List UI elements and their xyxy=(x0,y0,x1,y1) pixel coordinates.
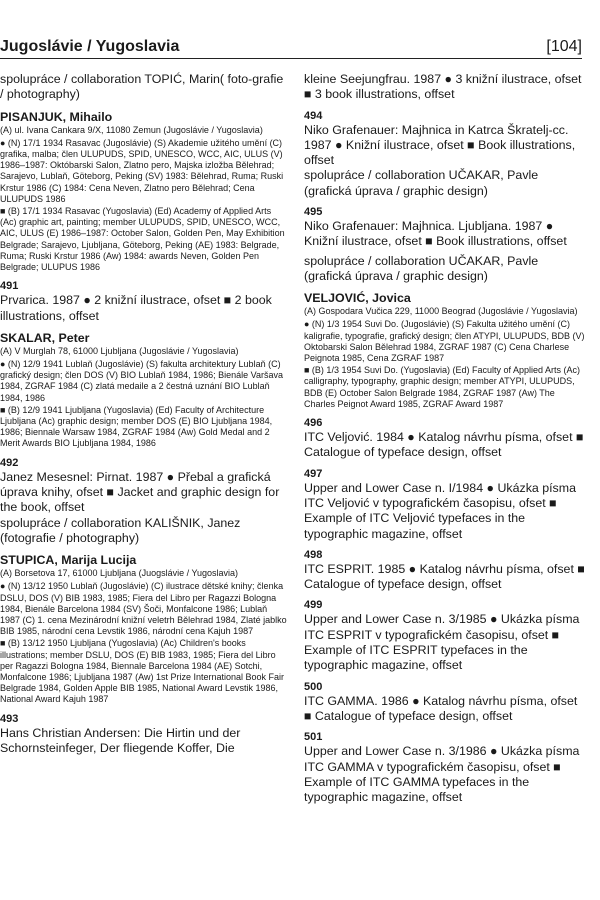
bio-english: ■ (B) 1/3 1954 Suvi Do. (Yugoslavia) (Ed) Faculty of Applied Arts (Ac) calligraphy, typography, graphic design; member ATYPI, ULUPUDS, BDB (E) October Salon Belgrade 1984, ZGRAF 1987 (Aw) The Charles Peignot Award 1985, ZGRAF Award 1987 xyxy=(304,365,581,409)
work-number: 501 xyxy=(304,731,323,744)
artist-bio xyxy=(0,581,288,705)
work-description: ITC GAMMA. 1986 ● Katalog návrhu písma, ofset ■ Catalogue of typeface design, offset xyxy=(304,693,578,723)
bio-czech: ● (N) 1/3 1954 Suvi Do. (Jugoslávie) (S) Fakulta užitého umění (C) kaligrafie, typografie, grafický design; člen ATYPI, ULUPUDS, BDB (V) Oktobarski Salon Bělehrad 1984, ZGRAF 1987 (C) Cena Charlese Peignota 1985, Cena ZGRAF 1987 xyxy=(304,319,585,364)
work-description: Prvarica. 1987 ● 2 knižní ilustrace, ofset ■ 2 book illustrations, offset xyxy=(0,293,272,323)
work-entry xyxy=(304,468,586,542)
work-entry xyxy=(304,417,586,461)
work-description: Janez Mesesnel: Pirnat. 1987 ● Přebal a grafická úprava knihy, ofset ■ Jacket and graphic design for the book, offset xyxy=(0,469,280,515)
work-number: 493 xyxy=(0,712,19,725)
artist-entry-stupica xyxy=(0,553,288,705)
artist-entry-skalar xyxy=(0,331,288,450)
work-entry xyxy=(304,731,586,805)
artist-name: PISANJUK, Mihailo xyxy=(0,109,113,124)
work-description: Upper and Lower Case n. 3/1985 ● Ukázka písma ITC ESPRIT v typografickém časopisu, ofset ■ Example of ITC ESPRIT typefaces in the typographic magazine, offset xyxy=(304,612,580,673)
page-number: [104] xyxy=(546,38,582,55)
left-column xyxy=(0,72,288,763)
right-column xyxy=(304,72,586,812)
page-header xyxy=(0,36,582,59)
work-description: Upper and Lower Case n. 3/1986 ● Ukázka písma ITC GAMMA v typografickém časopisu, ofset ■ Example of ITC GAMMA typefaces in the typographic magazine, offset xyxy=(304,744,580,805)
work-entry xyxy=(304,599,586,673)
work-description: Niko Grafenauer: Majhnica in Katrca Škratelj-cc. 1987 ● Knižní ilustrace, ofset ■ Book illustrations, offset xyxy=(304,122,576,168)
bio-english: ■ (B) 12/9 1941 Ljubljana (Yugoslavia) (Ed) Faculty of Architecture Ljubljana (Ac) graphic design; member DOS (E) BIO Ljubljana 1984, 1986; Biennale Warsaw 1984, ZGRAF 1984 (Aw) Gold Medal and 2 Merit Awards BIO Ljubljana 1984, 1986 xyxy=(0,404,273,449)
work-number: 496 xyxy=(304,417,323,430)
artist-address: (A) Borsetova 17, 61000 Ljubljana (Juogslávie / Yugoslavia) xyxy=(0,568,238,579)
work-description: ITC Veljović. 1984 ● Katalog návrhu písma, ofset ■ Catalogue of typeface design, offset xyxy=(304,430,584,460)
artist-entry-pisanjuk xyxy=(0,110,288,274)
work-entry xyxy=(0,280,288,324)
continued-text: kleine Seejungfrau. 1987 ● 3 knižní ilustrace, ofset ■ 3 book illustrations, offset xyxy=(304,72,582,102)
work-entry xyxy=(304,206,586,284)
artist-address: (A) V Murglah 78, 61000 Ljubljana (Jugoslávie / Yugoslavia) xyxy=(0,345,239,356)
artist-address: (A) ul. Ivana Cankara 9/X, 11080 Zemun (Jugoslávie / Yugoslavia) xyxy=(0,124,263,135)
artist-bio xyxy=(304,319,586,410)
work-number: 498 xyxy=(304,548,323,561)
work-number: 500 xyxy=(304,680,323,693)
work-number: 495 xyxy=(304,206,323,219)
work-entry xyxy=(304,681,586,725)
artist-name: VELJOVIĆ, Jovica xyxy=(304,291,411,306)
artist-name: STUPICA, Marija Lucija xyxy=(0,553,137,568)
work-number: 494 xyxy=(304,109,323,122)
work-entry xyxy=(0,457,288,546)
bio-english: ■ (B) 13/12 1950 Ljubljana (Yugoslavia) (Ac) Children's books illustrations; member DSLU, DOS (E) BIB 1983, 1985; Fiera del Libro per Ragazzi Bologna 1984, Biennale Barcelona 1984 (AE) Sotchi, Monfalcone 1986; Ljubljana 1987 (Aw) 1st Prize International Book Fair Belgrade 1984, Golden Apple BIB 1985, National Award Levstik 1986, National Award Kajuh 1987 xyxy=(0,638,285,705)
artist-bio xyxy=(0,138,288,273)
work-number: 499 xyxy=(304,599,323,612)
bio-czech: ● (N) 13/12 1950 Lublaň (Jugoslávie) (C) ilustrace dětské knihy; členka DSLU, DOS (V) BIB 1983, 1985; Fiera del Libro per Ragazzi Bologna 1984, Bienále Barcelona 1984 (SV) Šoči, Monfalcone 1986; Lublaň 1987 (C) 1. cena Mezinárodní knižní veletrh Bělehrad 1984, Zlaté jablko BIB 1985, národní cena Levstik 1986, národní cena Kajuh 1987 xyxy=(0,581,287,637)
artist-entry-veljovic xyxy=(304,291,586,410)
work-number: 497 xyxy=(304,467,323,480)
bio-english: ■ (B) 17/1 1934 Rasavac (Yugoslavia) (Ed) Academy of Applied Arts (Ac) graphic art, painting; member ULUPUDS, SPID, UNESCO, WCC, AIC, ULUS (E) 1986–1987: October Salon, Golden Pen, May Exhibition Belgrade; Sarajevo, Ljubljana, Göteborg, Peking (AE) 1983: Belgrade, Ruma; Ruski Krstur 1986 (Aw) 1984: awards Neven, Golden Pen Belgrade; ULUPUS 1986 xyxy=(0,206,285,273)
artist-bio xyxy=(0,359,288,450)
work-entry xyxy=(0,713,288,757)
continued-text: spolupráce / collaboration TOPIĆ, Marin( foto-grafie / photography) xyxy=(0,72,284,102)
work-number: 491 xyxy=(0,280,19,293)
artist-name: SKALAR, Peter xyxy=(0,330,90,345)
work-description: Niko Grafenauer: Majhnica. Ljubljana. 1987 ● Knižní ilustrace, ofset ■ Book illustrations, offset xyxy=(304,219,567,249)
bio-czech: ● (N) 12/9 1941 Lublaň (Jugoslávie) (S) fakulta architektury Lublaň (C) grafický design; člen DOS (V) BIO Lublaň 1984, 1986; Bienále Varšava 1984, ZGRAF 1984 (C) zlatá medaile a 2 čestná uznání BIO Lublaň 1984, 1986 xyxy=(0,359,283,403)
page-title: Jugoslávie / Yugoslavia xyxy=(0,38,180,55)
work-collaboration: spolupráce / collaboration KALIŠNIK, Janez (fotografie / photography) xyxy=(0,515,241,545)
work-entry xyxy=(304,549,586,593)
work-entry xyxy=(304,110,586,199)
work-description: ITC ESPRIT. 1985 ● Katalog návrhu písma, ofset ■ Catalogue of typeface design, offset xyxy=(304,561,585,592)
artist-address: (A) Gospodara Vučica 229, 11000 Beograd (Jugoslávie / Yugoslavia) xyxy=(304,306,578,317)
work-number: 492 xyxy=(0,456,19,469)
work-collaboration: spolupráce / collaboration UČAKAR, Pavle (grafická úprava / graphic design) xyxy=(304,253,539,283)
bio-czech: ● (N) 17/1 1934 Rasavac (Jugoslávie) (S) Akademie užitého umění (C) grafika, malba; člen ULUPUDS, SPID, UNESCO, WCC, AIC, ULUS (V) 1986–1987: Októbarski Salon, Zlatno pero, Majska izložba Bělehrad; Sarajevo, Lublaň, Göteborg, Peking (SV) 1983: Bělehrad, Ruma; Ruski Krstur 1986 (C) 1984: Cena Neven, Zlatno pero Bělehrad; Cena ULUPUDS 1986 xyxy=(0,137,284,204)
work-description: Upper and Lower Case n. I/1984 ● Ukázka písma ITC Veljović v typografickém časopisu, ofset ■ Example of ITC Veljović typefaces in the typographic magazine, offset xyxy=(304,480,576,541)
work-collaboration: spolupráce / collaboration UČAKAR, Pavle (grafická úprava / graphic design) xyxy=(304,168,539,198)
work-description: Hans Christian Andersen: Die Hirtin und der Schornsteinfeger, Der fliegende Koffer, Die xyxy=(0,725,241,755)
